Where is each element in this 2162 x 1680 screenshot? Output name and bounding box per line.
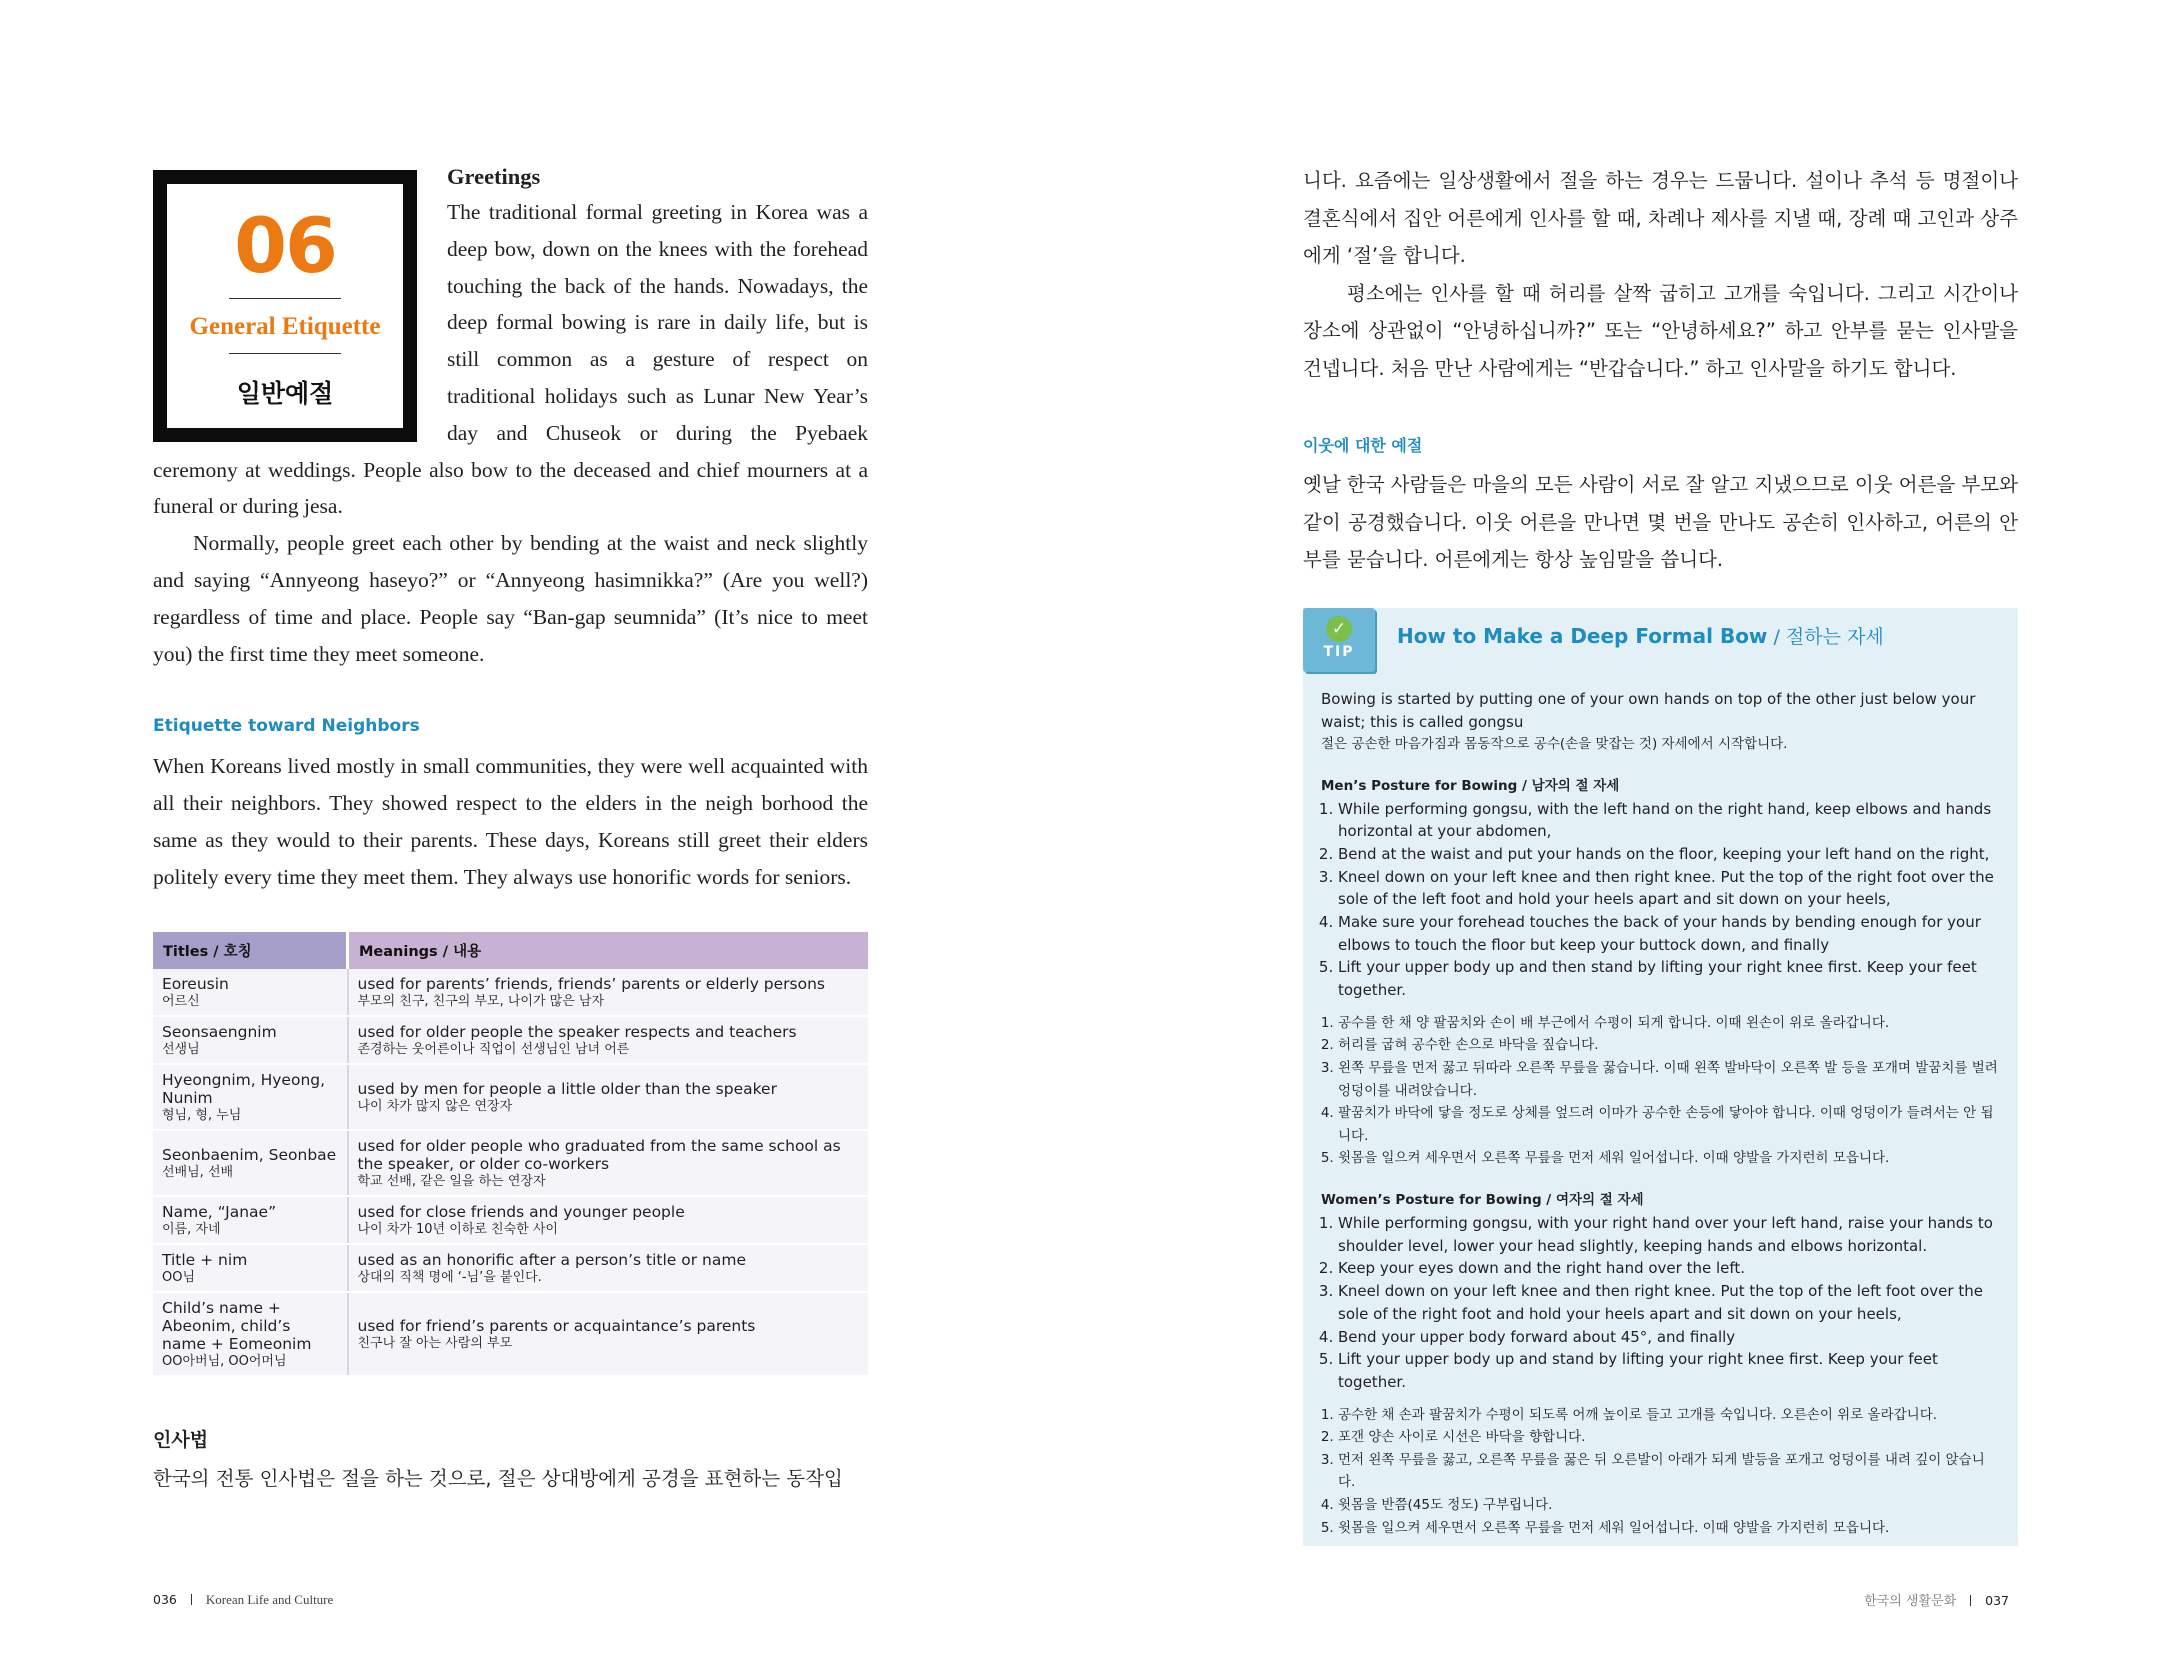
tip-box <box>1303 608 2018 1546</box>
book-title-ko: 한국의 생활문화 <box>1864 1594 1957 1609</box>
list-item: 1. While performing gongsu, with the left hand on the right hand, keep elbows and hands horizontal at your abdomen, <box>1338 798 2001 843</box>
title-cell <box>153 1064 348 1130</box>
chapter-title-en: General Etiquette <box>189 313 381 340</box>
footer-left <box>153 1592 333 1608</box>
meaning-en: used for close friends and younger people <box>357 1202 685 1221</box>
section-heading-greetings: Greetings <box>447 164 541 189</box>
tip-title <box>1397 622 1884 649</box>
title-ko: 형님, 형, 누님 <box>162 1107 242 1123</box>
list-item: 5. Lift your upper body up and then stand by lifting your right knee first. Keep your feet together. <box>1338 956 2001 1001</box>
meaning-ko: 나이 차가 10년 이하로 친숙한 사이 <box>357 1221 558 1237</box>
title-cell <box>153 1244 348 1292</box>
women-steps-en <box>1321 1212 2001 1394</box>
tip-badge <box>1303 608 1375 672</box>
men-posture-heading: Men’s Posture for Bowing / 남자의 절 자세 <box>1321 777 1620 794</box>
list-item: 4. 팔꿈치가 바닥에 닿을 정도로 상체를 엎드려 이마가 공수한 손등에 닿아야 합니다. 이때 엉덩이가 들려서는 안 됩니다. <box>1338 1102 2001 1147</box>
list-item: 2. Keep your eyes down and the right hand over the left. <box>1338 1257 2001 1280</box>
footer-separator <box>191 1594 192 1605</box>
title-cell <box>153 1196 348 1244</box>
list-item: 3. Kneel down on your left knee and then right knee. Put the top of the left foot over the sole of the right foot and hold your heels apart and sit down on your heels, <box>1338 1280 2001 1325</box>
meaning-ko: 나이 차가 많지 않은 연장자 <box>357 1098 513 1114</box>
list-item: 5. Lift your upper body up and stand by lifting your right knee first. Keep your feet together. <box>1338 1348 2001 1393</box>
table-row <box>153 1064 868 1130</box>
list-item: 2. 포갠 양손 사이로 시선은 바닥을 향합니다. <box>1338 1426 2001 1449</box>
tip-content <box>1321 688 2001 1539</box>
list-item: 5. 윗몸을 일으켜 세우면서 오른쪽 무릎을 먼저 세워 일어섭니다. 이때 양발을 가지런히 모읍니다. <box>1338 1147 2001 1170</box>
list-item: 4. 윗몸을 반쯤(45도 정도) 구부립니다. <box>1338 1494 2001 1517</box>
table-row <box>153 1244 868 1292</box>
meaning-en: used for parents’ friends, friends’ parents or elderly persons <box>357 974 825 993</box>
list-item: 4. Make sure your forehead touches the back of your hands by bending enough for your elbows to touch the floor but keep your buttock down, and finally <box>1338 911 2001 956</box>
chapter-title-ko: 일반예절 <box>236 379 334 408</box>
meaning-en: used by men for people a little older than the speaker <box>357 1079 777 1098</box>
table-header-row <box>153 932 868 969</box>
title-ko: 선생님 <box>162 1041 200 1057</box>
list-item: 3. 먼저 왼쪽 무릎을 꿇고, 오른쪽 무릎을 꿇은 뒤 오른발이 아래가 되게 발등을 포개고 엉덩이를 내려 깊이 앉습니다. <box>1338 1449 2001 1494</box>
titles-table <box>153 932 868 1377</box>
meaning-cell <box>348 1244 869 1292</box>
meaning-cell <box>348 1292 869 1376</box>
table-row <box>153 1292 868 1376</box>
footer-separator <box>1970 1595 1971 1606</box>
column-header-titles: Titles / 호칭 <box>153 932 348 969</box>
list-item: 1. 공수한 채 손과 팔꿈치가 수평이 되도록 어깨 높이로 들고 고개를 숙입니다. 오른손이 위로 올라갑니다. <box>1338 1404 2001 1427</box>
meaning-ko: 부모의 친구, 친구의 부모, 나이가 많은 남자 <box>357 993 605 1009</box>
meaning-ko: 존경하는 웃어른이나 직업이 선생님인 남녀 어른 <box>357 1041 630 1057</box>
neighbors-paragraph: When Koreans lived mostly in small communities, they were well acquainted with all their neighbors. They showed respect to the elders in the neigh borhood the same as they would to their parents. These days, Koreans still greet their elders politely every time they meet them. They always use honorific words for seniors. <box>153 754 868 889</box>
title-en: Name, “Janae” <box>162 1202 277 1221</box>
checkmark-icon: ✓ <box>1326 616 1352 642</box>
list-item: 5. 윗몸을 일으켜 세우면서 오른쪽 무릎을 먼저 세워 일어섭니다. 이때 양발을 가지런히 모읍니다. <box>1338 1517 2001 1540</box>
title-en: Eoreusin <box>162 974 229 993</box>
meaning-ko: 상대의 직책 명에 ‘-님’을 붙인다. <box>357 1269 542 1285</box>
meaning-en: used for older people the speaker respects and teachers <box>357 1022 797 1041</box>
divider <box>229 353 341 354</box>
title-en: Hyeongnim, Hyeong, Nunim <box>162 1070 326 1107</box>
title-cell <box>153 969 348 1016</box>
list-item: 3. 왼쪽 무릎을 먼저 꿇고 뒤따라 오른쪽 무릎을 꿇습니다. 이때 왼쪽 발바닥이 오른쪽 발 등을 포개며 발꿈치를 벌려 엉덩이를 내려앉습니다. <box>1338 1057 2001 1102</box>
table-row <box>153 1130 868 1196</box>
meaning-en: used for friend’s parents or acquaintance’s parents <box>357 1316 756 1335</box>
list-item: 2. Bend at the waist and put your hands on the floor, keeping your left hand on the right, <box>1338 843 2001 866</box>
divider <box>229 298 341 299</box>
list-item: 4. Bend your upper body forward about 45°, and finally <box>1338 1326 2001 1349</box>
title-cell <box>153 1016 348 1064</box>
section-heading-neighbors-ko: 이웃에 대한 예절 <box>1303 436 1423 455</box>
tip-title-ko: / 절하는 자세 <box>1767 626 1884 648</box>
title-en: Child’s name + Abeonim, child’s name + Eomeonim <box>162 1298 312 1353</box>
meaning-ko: 학교 선배, 같은 일을 하는 연장자 <box>357 1173 546 1189</box>
section-heading-neighbors: Etiquette toward Neighbors <box>153 716 420 737</box>
meaning-cell <box>348 1196 869 1244</box>
title-en: Title + nim <box>162 1250 248 1269</box>
list-item: 2. 허리를 굽혀 공수한 손으로 바닥을 짚습니다. <box>1338 1034 2001 1057</box>
women-posture-heading: Women’s Posture for Bowing / 여자의 절 자세 <box>1321 1191 1644 1208</box>
tip-intro-ko: 절은 공손한 마음가짐과 몸동작으로 공수(손을 맞잡는 것) 자세에서 시작합니다. <box>1321 736 1788 752</box>
title-ko: 선배님, 선배 <box>162 1164 234 1180</box>
tip-intro-en: Bowing is started by putting one of your own hands on top of the other just below your waist; this is called gongsu <box>1321 690 1976 731</box>
title-ko: 어르신 <box>162 993 200 1009</box>
title-ko: 이름, 자네 <box>162 1221 221 1237</box>
title-ko: OO아버님, OO어머님 <box>162 1353 287 1369</box>
insa-paragraph-start: 한국의 전통 인사법은 절을 하는 것으로, 절은 상대방에게 공경을 표현하는 동작입 <box>153 1466 843 1490</box>
footer-right <box>1864 1590 2009 1609</box>
title-en: Seonsaengnim <box>162 1022 277 1041</box>
section-heading-insa: 인사법 <box>153 1428 209 1451</box>
meaning-cell <box>348 1064 869 1130</box>
book-title: Korean Life and Culture <box>205 1592 334 1607</box>
women-steps-ko <box>1321 1404 2001 1540</box>
meaning-cell <box>348 969 869 1016</box>
meaning-cell <box>348 1130 869 1196</box>
meaning-en: used for older people who graduated from the same school as the speaker, or older co-workers <box>357 1136 841 1173</box>
meaning-ko: 친구나 잘 아는 사람의 부모 <box>357 1335 513 1351</box>
column-header-meanings: Meanings / 내용 <box>348 932 869 969</box>
chapter-number: 06 <box>234 201 336 290</box>
table-row <box>153 969 868 1016</box>
title-en: Seonbaenim, Seonbae <box>162 1145 337 1164</box>
meaning-cell <box>348 1016 869 1064</box>
greetings-paragraph-1: The traditional formal greeting in Korea was a deep bow, down on the knees with the forehead touching the back of the hands. Nowadays, the deep formal bowing is rare in daily life, but is still common as a gesture of respect on traditional holidays such as Lunar New Year’s day and Chuseok or during the Pyebaek ceremony at weddings. People also bow to the deceased and chief mourners at a funeral or during jesa. <box>153 200 868 519</box>
right-page <box>1303 162 2018 579</box>
meaning-en: used as an honorific after a person’s title or name <box>357 1250 747 1269</box>
neighbors-ko-paragraph: 옛날 한국 사람들은 마을의 모든 사람이 서로 잘 알고 지냈으므로 이웃 어른을 부모와 같이 공경했습니다. 이웃 어른을 만나면 몇 번을 만나도 공손히 인사하고, 어른의 안부를 묻습니다. 어른에게는 항상 높임말을 씁니다. <box>1303 473 2018 571</box>
list-item: 1. While performing gongsu, with your right hand over your left hand, raise your hands to shoulder level, lower your head slightly, keeping hands and elbows horizontal. <box>1338 1212 2001 1257</box>
chapter-badge <box>153 170 417 442</box>
page-number-left: 036 <box>153 1592 177 1607</box>
tip-title-en: How to Make a Deep Formal Bow <box>1397 624 1768 648</box>
insa-paragraph-continued: 니다. 요즘에는 일상생활에서 절을 하는 경우는 드뭅니다. 설이나 추석 등 명절이나 결혼식에서 집안 어른에게 인사를 할 때, 차례나 제사를 지낼 때, 장례 때 고인과 상주에게 ‘절’을 합니다. <box>1303 169 2018 267</box>
insa-paragraph-2: 평소에는 인사를 할 때 허리를 살짝 굽히고 고개를 숙입니다. 그리고 시간이나 장소에 상관없이 “안녕하십니까?” 또는 “안녕하세요?” 하고 안부를 묻는 인사말을 건넵니다. 처음 만난 사람에게는 “반갑습니다.” 하고 인사말을 하기도 합니다. <box>1303 281 2018 380</box>
tip-label: TIP <box>1323 644 1355 660</box>
men-steps-ko <box>1321 1012 2001 1170</box>
title-cell <box>153 1292 348 1376</box>
men-steps-en <box>1321 798 2001 1002</box>
list-item: 1. 공수를 한 채 양 팔꿈치와 손이 배 부근에서 수평이 되게 합니다. 이때 왼손이 위로 올라갑니다. <box>1338 1012 2001 1035</box>
title-cell <box>153 1130 348 1196</box>
list-item: 3. Kneel down on your left knee and then right knee. Put the top of the right foot over the sole of the left foot and hold your heels apart and sit down on your heels, <box>1338 866 2001 911</box>
left-page <box>153 160 868 1497</box>
table-row <box>153 1196 868 1244</box>
greetings-paragraph-2: Normally, people greet each other by bending at the waist and neck slightly and saying “Annyeong haseyo?” or “Annyeong hasimnikka?” (Are you well?) regardless of time and place. People say “Ban-gap seumnida” (It’s nice to meet you) the first time they meet someone. <box>153 531 868 666</box>
page-number-right: 037 <box>1985 1593 2009 1608</box>
title-ko: OO님 <box>162 1269 196 1285</box>
table-row <box>153 1016 868 1064</box>
